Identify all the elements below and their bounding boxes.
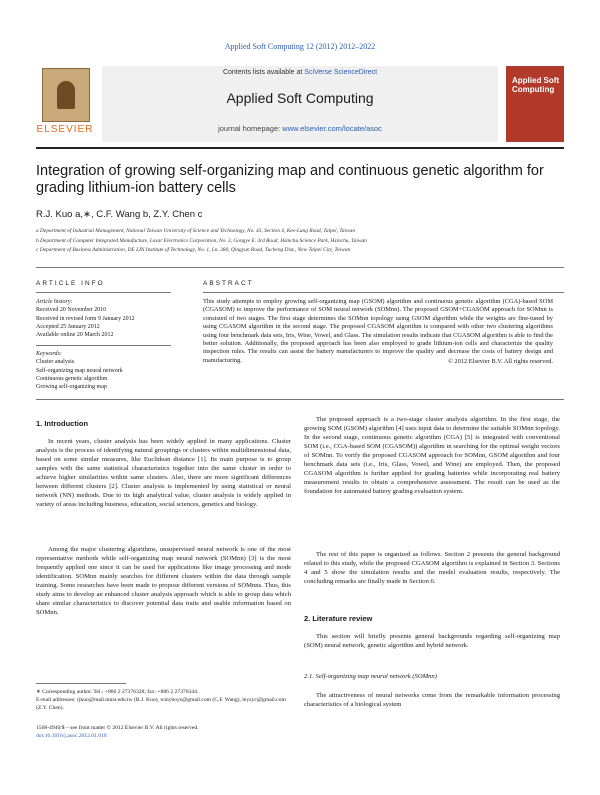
copyright-notice: © 2012 Elsevier B.V. All rights reserved. xyxy=(447,358,553,365)
intro-paragraph-3: The proposed approach is a two-stage cluster analysis algorithm. In the first stage, the growing SOM (GSOM) algorithm [4] uses input data to determine the suitable SOMnn topology. In the second stage, continuous genetic algorithm (CGA) [5] is integrated with conventional SOM (i.e., CGA-based SOM (CGASOM)) algorithm in searching for the optimal weight vectors of SOMnn. To verify the proposed CGASOM approach for SOMnn, GSOM algorithm and four benchmark data sets (i.e., Iris, Glass, Vowel, and Wine) are employed. Then, the proposed CGASOM algorithm is further applied for grading batteries while incorporating real battery measurement results to obtain a comprehensive assessment. The result can be used as the foundation for automated battery grading evaluation system. xyxy=(304,416,560,495)
article-info-label: ARTICLE INFO xyxy=(36,280,105,287)
subsection-heading-somnn: 2.1. Self-organizing map neural network (SOMnn) xyxy=(304,673,437,680)
publication-info xyxy=(36,724,291,740)
intro-paragraph-2: Among the major clustering algorithms, unsupervised neural network is one of the most representative methods while self-organizing map neural network (SOMnn) [3] is the most frequently applied one since it can be used for applications like image processing and mode identification. SOMnn mainly searches for different clusters within the data through sample training. Some researches have been made to propose different versions of SOMnns. Thus, this study aims to develop an enhanced cluster analysis approach which is able to group data which share similar characteristics to discover potential data traits and usable information based on SOMnn. xyxy=(36,546,291,616)
elsevier-logo[interactable] xyxy=(36,66,94,142)
abstract-end-rule xyxy=(36,399,564,400)
info-rule xyxy=(36,292,171,293)
section-heading-literature-review: 2. Literature review xyxy=(304,614,373,623)
keyword: Continuous genetic algorithm xyxy=(36,375,108,382)
section-heading-introduction: 1. Introduction xyxy=(36,419,89,428)
sciencedirect-link[interactable]: SciVerse ScienceDirect xyxy=(304,69,378,76)
journal-cover-thumbnail[interactable] xyxy=(506,66,564,142)
history-revised: Received in revised form 9 January 2012 xyxy=(36,315,135,322)
history-label: Article history: xyxy=(36,299,73,305)
keywords-label: Keywords: xyxy=(36,351,62,357)
footnote-rule xyxy=(36,683,126,684)
author-list: R.J. Kuo a,∗, C.F. Wang b, Z.Y. Chen c xyxy=(36,209,203,220)
journal-homepage xyxy=(102,124,498,133)
literature-paragraph-1: This section will briefly presents general backgrounds regarding self-organizing map (SOM) neural network, genetic algorithm and hybrid network. xyxy=(304,633,560,649)
article-history xyxy=(36,298,171,339)
keyword: Cluster analysis xyxy=(36,359,75,366)
contents-line xyxy=(102,69,498,76)
affiliation-a: a Department of Industrial Management, National Taiwan University of Science and Technology, No. 43, Section 4, Kee-Lung Road, Taipei, Taiwan xyxy=(36,228,356,234)
abstract-text: This study attempts to employ growing self-organizing map (GSOM) algorithm and continuous genetic algorithm (CGA)-based SOM (CGASOM) to improve the performance of SOM neural network (SOMnn). The proposed GSOM+CGASOM approach for SOMnn is consisted of two stages. The first stage determines the SOMnn topology using GSOM algorithm while the weights are fine-tuned by using CGASOM algorithm in the second stage. The proposed CGASOM algorithm is compared with other two clustering algorithms using four benchmark data sets, Iris, Wine, Vowel, and Glass. The simulation results indicate that CGASOM algorithm is able to find the better solution. Additionally, the proposed approach has been also employed to grade lithium-ion cells and characterize the quality inspection rules. The results can assist the battery manufacturers to improve the quality and decrease the costs of battery design and manufacturing. xyxy=(203,298,553,364)
intro-paragraph-1: In recent years, cluster analysis has been widely applied in many applications. Cluster analysis is the process of identifying natural groupings or clusters within multidimensional data, based on some similar measures, like Euclidean distance [1]. Its main purpose is to group samples with the same statistical characteristics together into the same cluster in order to achieve higher similarities within same clusters. Also, there are more significant differences between different clusters [2]. Cluster analysis is implemented by using statistical or neural network (NN) methods. Due to its high analytical value, cluster analysis is widely applied in variety of areas including business, education, social sciences, genetics and biology. xyxy=(36,438,291,508)
header-divider xyxy=(36,147,564,149)
keyword: Self-organizing map neural network xyxy=(36,367,123,374)
elsevier-tree-icon xyxy=(42,68,90,122)
intro-paragraph-4: The rest of this paper is organized as follows. Section 2 presents the general background related to this study, while the proposed CGASOM algorithm is explained in Section 3. Sections 4 and 5 show the simulation results and the model evaluation results, respectively. The concluding remarks are finally made in Section 6. xyxy=(304,551,560,585)
history-received: Received 20 November 2010 xyxy=(36,307,107,314)
homepage-label: journal homepage: xyxy=(218,124,283,133)
elsevier-wordmark: ELSEVIER xyxy=(36,124,94,135)
article-title: Integration of growing self-organizing map and continuous genetic algorithm for grading lithium-ion battery cells xyxy=(36,163,544,196)
journal-reference[interactable]: Applied Soft Computing 12 (2012) 2012–2022 xyxy=(224,42,376,51)
contents-text: Contents lists available at xyxy=(222,69,305,76)
footnotes xyxy=(36,688,291,712)
affiliations xyxy=(36,227,367,256)
keywords-rule xyxy=(36,345,171,346)
cover-title: Applied Soft Computing xyxy=(512,76,560,94)
homepage-link[interactable]: www.elsevier.com/locate/asoc xyxy=(282,124,382,133)
affiliation-b: b Department of Computer Integrated Manufacture, Lexar Electronics Corporation, No. 3, Gongye E. 3rd Road, Hsinchu Science Park, Hsinchu, Taiwan xyxy=(36,237,367,244)
journal-header xyxy=(36,66,564,142)
somnn-paragraph-1: The attractiveness of neural networks come from the remarkable information processing characteristics of a biological system xyxy=(304,692,560,708)
journal-title: Applied Soft Computing xyxy=(226,90,374,106)
affiliation-c: c Department of Business Administration, DE LIN Institute of Technology, No. 1, Ln. 380, Qingyun Road, Tucheng Dist., New Taipei City, Taiwan xyxy=(36,247,351,253)
keyword: Growing self-organizing map xyxy=(36,384,107,391)
journal-banner xyxy=(102,66,498,142)
corresponding-author-note: ∗ Corresponding author. Tel.: +886 2 27376328; fax: +886 2 27376344. xyxy=(36,689,199,695)
issn-line: 1568-4946/$ – see front matter © 2012 Elsevier B.V. All rights reserved. xyxy=(36,725,199,731)
doi-link[interactable]: doi:10.1016/j.asoc.2012.01.018 xyxy=(36,733,107,739)
email-addresses[interactable]: E-mail addresses: rjkuo@mail.ntust.edu.tw (R.J. Kuo), winyboys@gmail.com (C.F. Wang), leyzyc@gmail.com (Z.Y. Chen). xyxy=(36,697,286,711)
abstract-rule xyxy=(203,292,564,293)
history-online: Available online 20 March 2012 xyxy=(36,332,114,339)
history-accepted: Accepted 25 January 2012 xyxy=(36,323,100,330)
affiliation-divider xyxy=(36,267,564,268)
keywords xyxy=(36,350,171,391)
abstract-label: ABSTRACT xyxy=(203,280,254,287)
